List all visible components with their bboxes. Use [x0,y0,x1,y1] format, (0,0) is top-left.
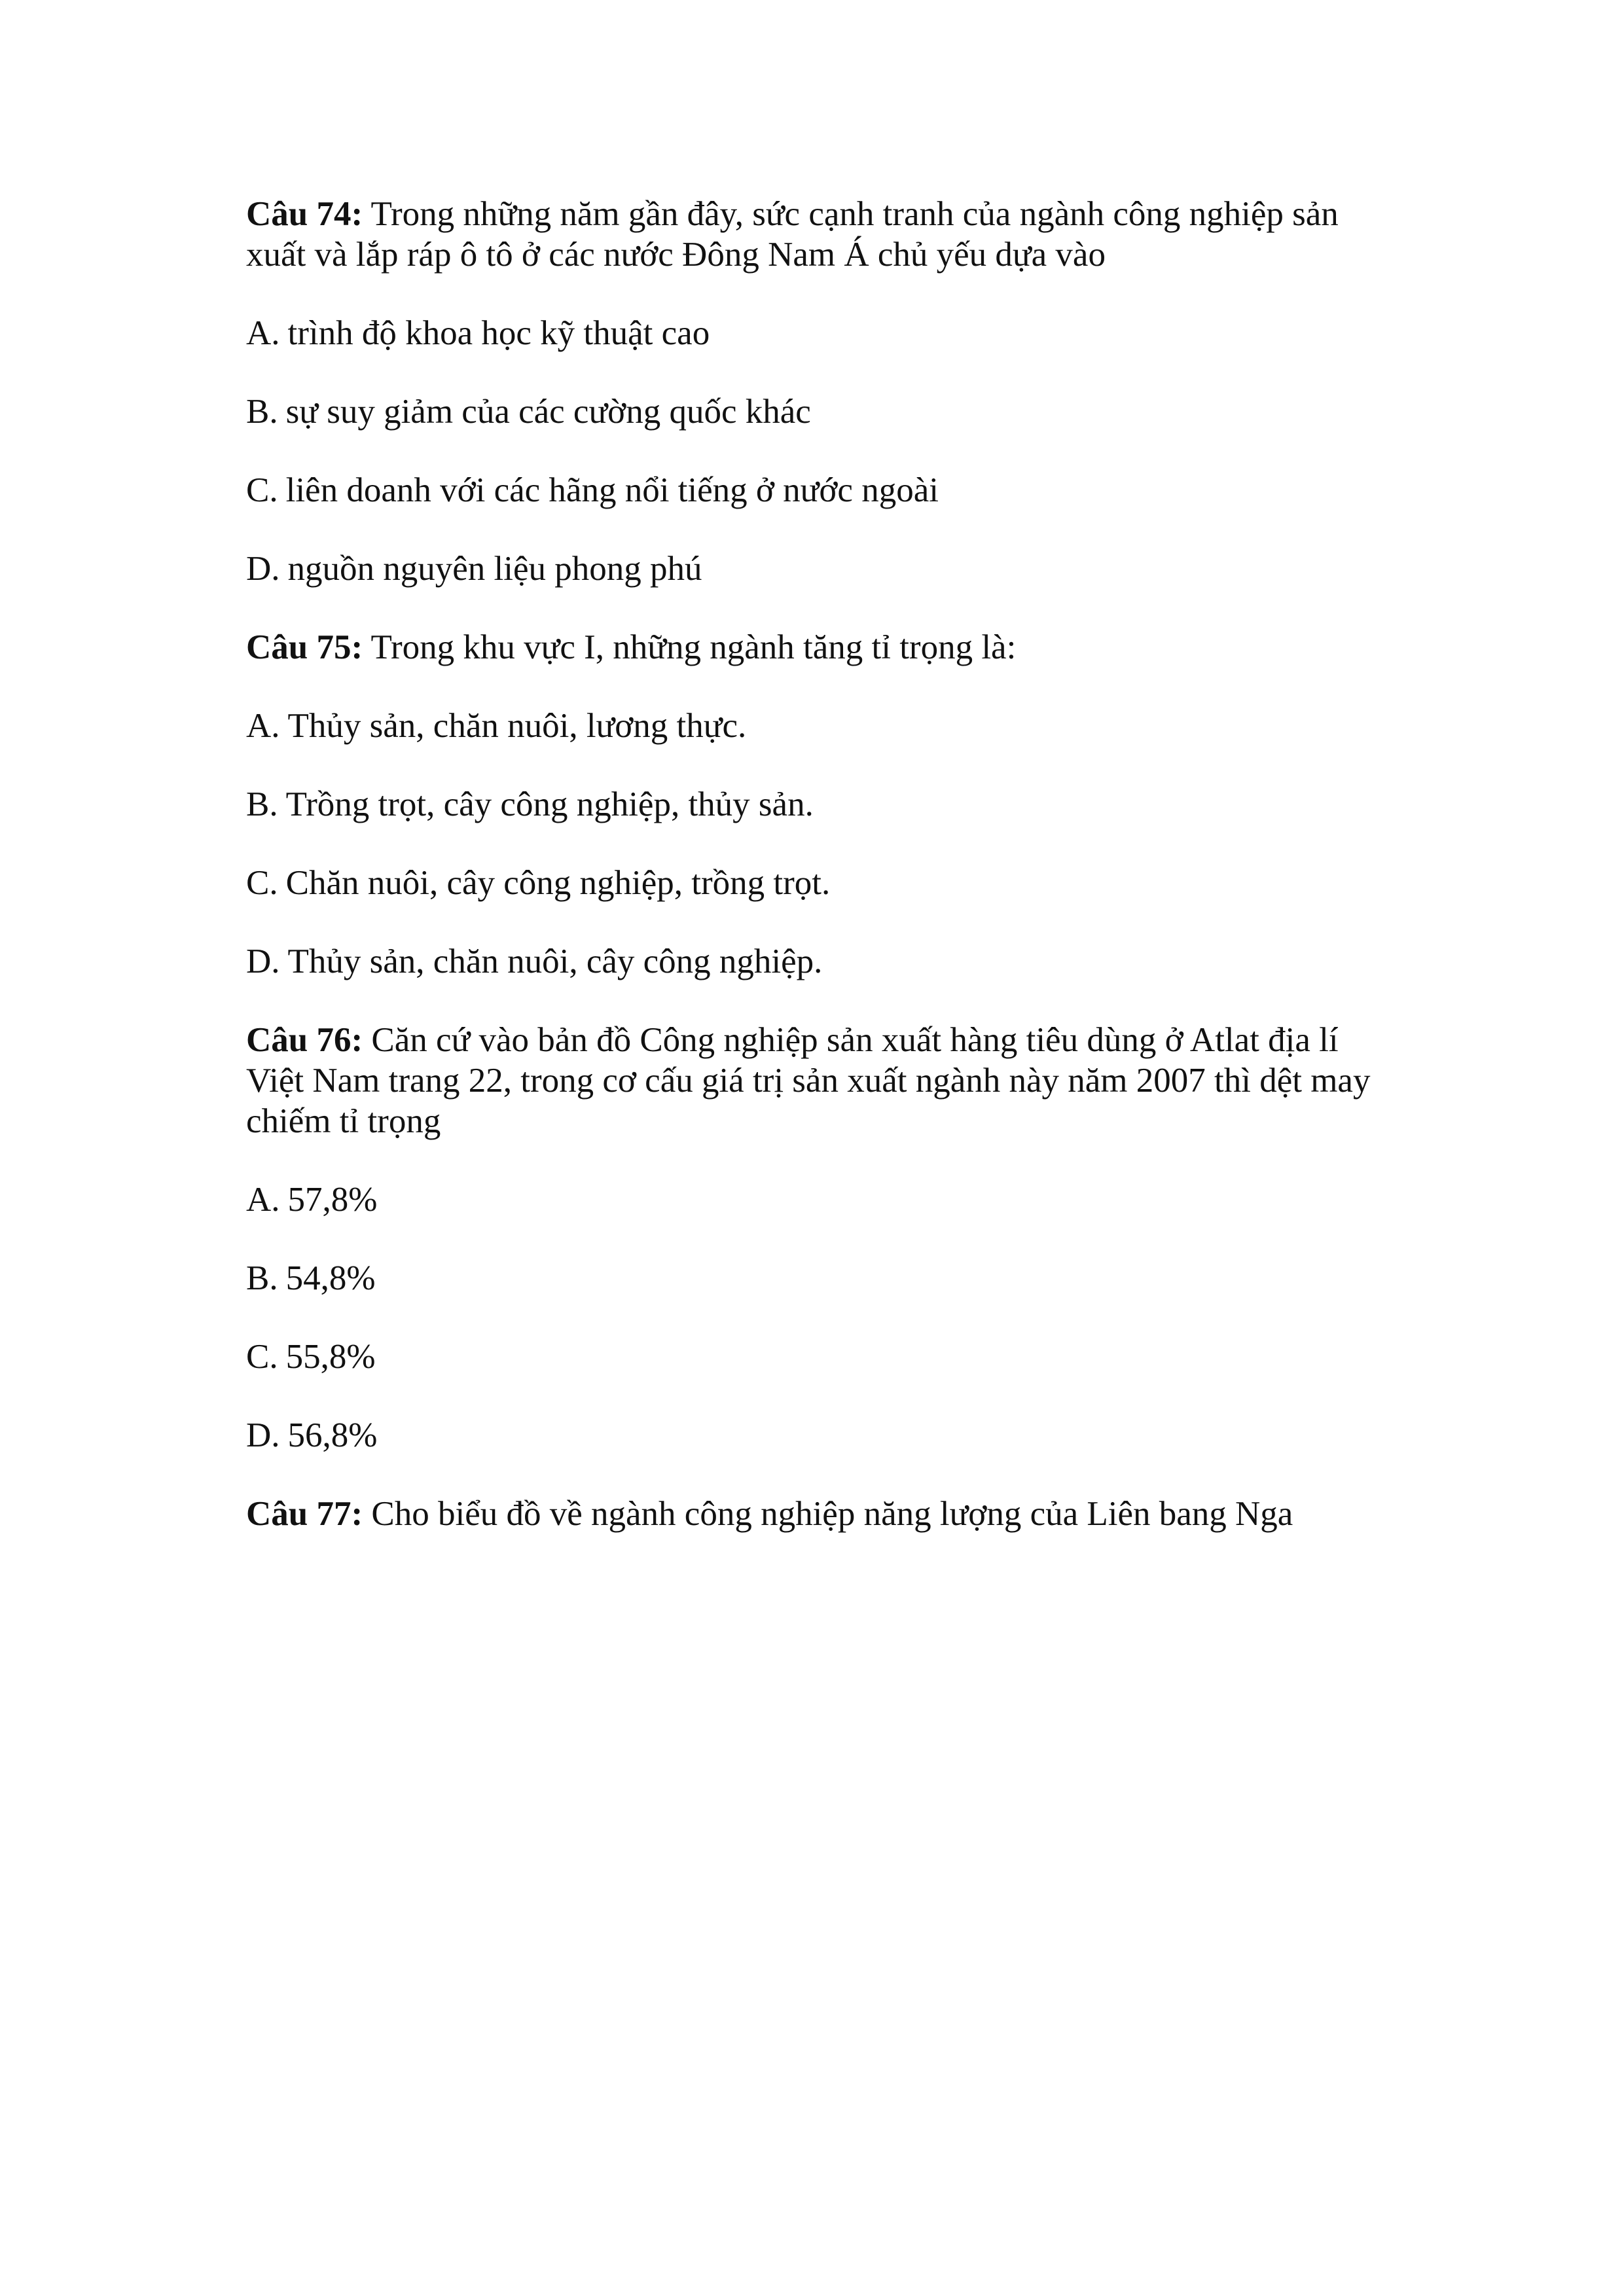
option-a [246,706,1385,746]
option-b [246,1258,1385,1299]
option-text: sự suy giảm của các cường quốc khác [285,393,811,431]
question-77 [246,1494,1385,1534]
question-text: Trong khu vực I, những ngành tăng tỉ trọng là: [370,628,1017,666]
option-text: 57,8% [287,1181,378,1219]
option-b [246,391,1385,432]
option-d [246,1415,1385,1456]
option-text: trình độ khoa học kỹ thuật cao [287,314,710,352]
option-c [246,1336,1385,1377]
question-text: Cho biểu đồ về ngành công nghiệp năng lượng của Liên bang Nga [371,1495,1293,1533]
option-letter: D. [246,942,280,980]
question-text: Trong những năm gần đây, sức cạnh tranh của ngành công nghiệp sản xuất và lắp ráp ô tô ở các nước Đông Nam Á chủ yếu dựa vào [246,195,1339,274]
question-76 [246,1020,1385,1141]
option-letter: A. [246,314,280,352]
option-text: nguồn nguyên liệu phong phú [287,550,702,588]
question-74 [246,194,1385,275]
option-text: 55,8% [285,1338,376,1376]
option-letter: A. [246,1181,280,1219]
option-c [246,470,1385,511]
question-text: Căn cứ vào bản đồ Công nghiệp sản xuất hàng tiêu dùng ở Atlat địa lí Việt Nam trang 22, trong cơ cấu giá trị sản xuất ngành này năm 2007 thì dệt may chiếm tỉ trọng [246,1021,1371,1140]
option-letter: B. [246,393,278,431]
option-letter: C. [246,471,278,509]
option-a [246,1179,1385,1220]
option-text: Chăn nuôi, cây công nghiệp, trồng trọt. [285,864,831,902]
option-d [246,941,1385,982]
question-label: Câu 76: [246,1021,363,1059]
question-75 [246,627,1385,668]
option-text: liên doanh với các hãng nổi tiếng ở nước ngoài [285,471,939,509]
option-letter: C. [246,1338,278,1376]
option-c [246,863,1385,903]
option-letter: B. [246,1259,278,1297]
option-text: Thủy sản, chăn nuôi, cây công nghiệp. [287,942,823,980]
document-page [246,194,1385,1572]
option-text: Trồng trọt, cây công nghiệp, thủy sản. [285,785,814,823]
option-b [246,784,1385,825]
option-text: 56,8% [287,1416,378,1454]
option-letter: D. [246,550,280,588]
question-label: Câu 74: [246,195,363,233]
option-letter: D. [246,1416,280,1454]
question-label: Câu 77: [246,1495,363,1533]
option-letter: B. [246,785,278,823]
option-letter: C. [246,864,278,902]
option-text: 54,8% [285,1259,376,1297]
option-a [246,313,1385,353]
option-text: Thủy sản, chăn nuôi, lương thực. [287,707,747,745]
option-d [246,548,1385,589]
option-letter: A. [246,707,280,745]
question-label: Câu 75: [246,628,363,666]
